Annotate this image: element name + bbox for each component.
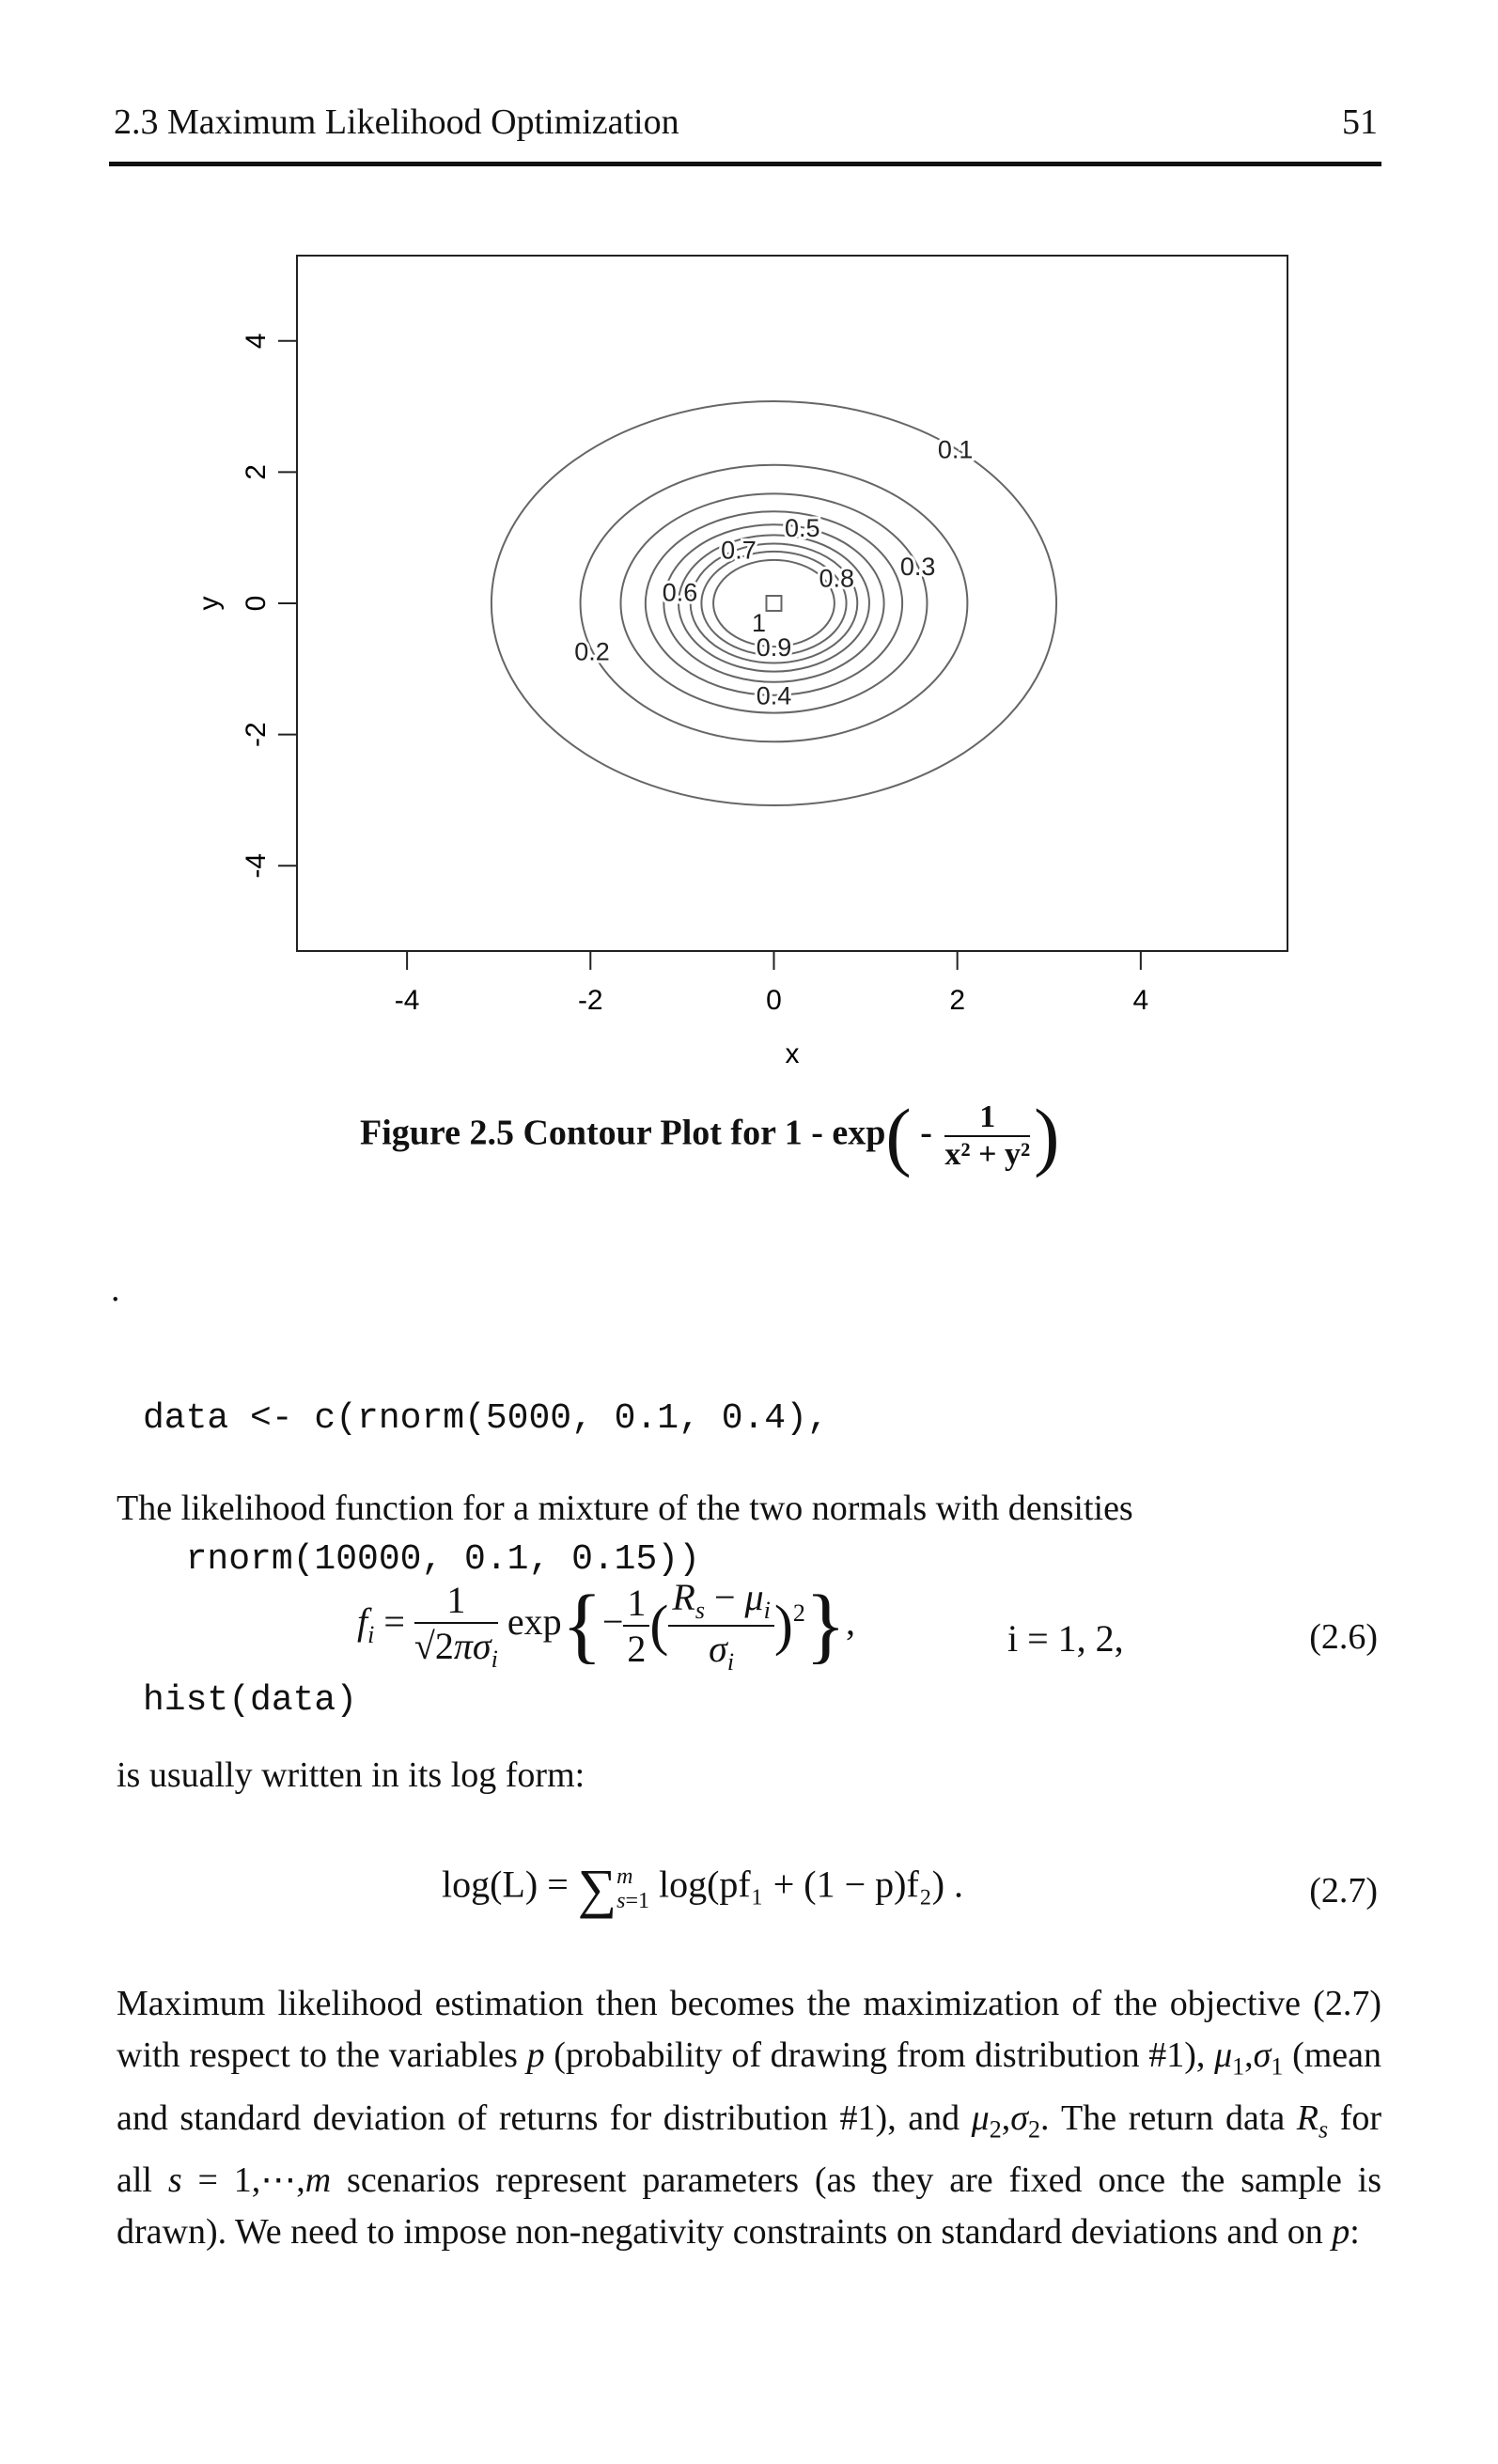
code-line: data <- c(rnorm(5000, 0.1, 0.4), — [143, 1398, 829, 1439]
code-block — [143, 1302, 829, 1771]
equation-2-6-index: i = 1, 2, — [1007, 1617, 1124, 1660]
contour-label: 0.8 — [819, 564, 855, 593]
caption-label: Figure 2.5 Contour Plot for — [360, 1113, 776, 1153]
y-axis-label: y — [194, 596, 225, 611]
x-tick-label: 2 — [949, 985, 966, 1016]
equation-number-2-7: (2.7) — [1309, 1871, 1378, 1910]
equation-2-6: $f_i$ = 1 $√2\pi\sigma_i$ exp{− $\frac{1}{2}$ ( $\frac{R_s - \mu_i}{\sigma_i}$ )$^2$}, — [357, 1576, 856, 1676]
contour-label: 0.4 — [756, 681, 792, 710]
y-tick-label: 4 — [240, 333, 272, 350]
caption-neg: - — [920, 1113, 932, 1153]
x-axis-label: x — [785, 1038, 800, 1069]
plot-frame — [297, 256, 1287, 951]
caption-expr-prefix: 1 - exp — [784, 1113, 886, 1153]
paren-right: ) — [1034, 1093, 1060, 1178]
eq27-rhs: log(pf₁ + (1 − p)f₂) . — [659, 1863, 964, 1906]
x-tick-label: 4 — [1132, 985, 1149, 1016]
contour-plot — [0, 0, 1498, 1071]
code-line: rnorm(10000, 0.1, 0.15)) — [143, 1539, 700, 1580]
running-header-title: 2.3 Maximum Likelihood Optimization — [114, 102, 679, 142]
caption-fraction — [944, 1099, 1030, 1173]
contour-label: 0.9 — [756, 633, 792, 663]
axes — [241, 333, 1148, 1016]
paragraph-likelihood-intro: The likelihood function for a mixture of the two normals with densities — [117, 1489, 1133, 1528]
contour-label: 0.7 — [721, 536, 757, 565]
para3-b: (probability of drawing from distribution #1), — [554, 2035, 1206, 2075]
para3-e: for all — [117, 2098, 1381, 2201]
equation-number-2-6: (2.6) — [1309, 1617, 1378, 1657]
contour-level-1 — [766, 596, 781, 611]
contour-label: 0.2 — [574, 637, 610, 666]
eq27-lhs: log(L) = — [442, 1863, 569, 1906]
page-number: 51 — [1342, 102, 1378, 142]
para3-g: : — [1350, 2212, 1360, 2253]
contour-label: 0.5 — [785, 514, 820, 543]
x-tick-label: -4 — [394, 985, 420, 1016]
x-tick-label: -2 — [577, 985, 603, 1016]
contour-label: 0.3 — [899, 553, 936, 582]
para3-d: . The return data — [1040, 2098, 1286, 2138]
contour-label: 1 — [751, 609, 766, 637]
y-tick-label: -2 — [240, 722, 272, 747]
para3-f: scenarios represent parameters (as they are fixed once the sample is drawn). We need to impose non-negativity constraints on standard deviations and on — [117, 2160, 1382, 2253]
bullet-dot: . — [111, 1270, 120, 1309]
paren-left: ( — [885, 1093, 912, 1178]
caption-denominator: x² + y² — [944, 1137, 1031, 1172]
y-tick-label: -4 — [240, 852, 272, 879]
para3-a: Maximum likelihood estimation then becomes the maximization of the objective (2.7) with respect to the variables — [117, 1984, 1381, 2075]
y-tick-label: 2 — [240, 464, 272, 480]
figure-caption — [360, 1093, 1060, 1178]
equation-2-7: log(L) = ∑m s=1 log(pf₁ + (1 − p)f₂) . — [442, 1858, 964, 1919]
contour-label: 0.6 — [662, 578, 698, 607]
contour-label: 0.1 — [937, 435, 974, 464]
paragraph-maximization: Maximum likelihood estimation then becomes the maximization of the objective (2.7) with respect to the variables p (probability of drawing from distribution #1), $\mu_1,\sigma_1$ (mean and standard deviation of returns for distribution #1), and $\mu_2,\sigma_2$. The return data $R_s$ for all s = 1,⋯,m scenarios represent parameters (as they are fixed once the sample is drawn). We need to impose non-negativity constraints on standard deviations and on p: — [117, 1984, 1382, 2253]
y-tick-label: 0 — [240, 595, 272, 612]
caption-numerator: 1 — [944, 1099, 1030, 1137]
code-line: hist(data) — [143, 1680, 358, 1721]
para3-c: (mean and standard deviation of returns for distribution #1), and — [117, 2035, 1382, 2138]
paragraph-log-form: is usually written in its log form: — [117, 1755, 585, 1795]
contour-labels — [574, 435, 973, 710]
x-tick-label: 0 — [766, 985, 782, 1016]
